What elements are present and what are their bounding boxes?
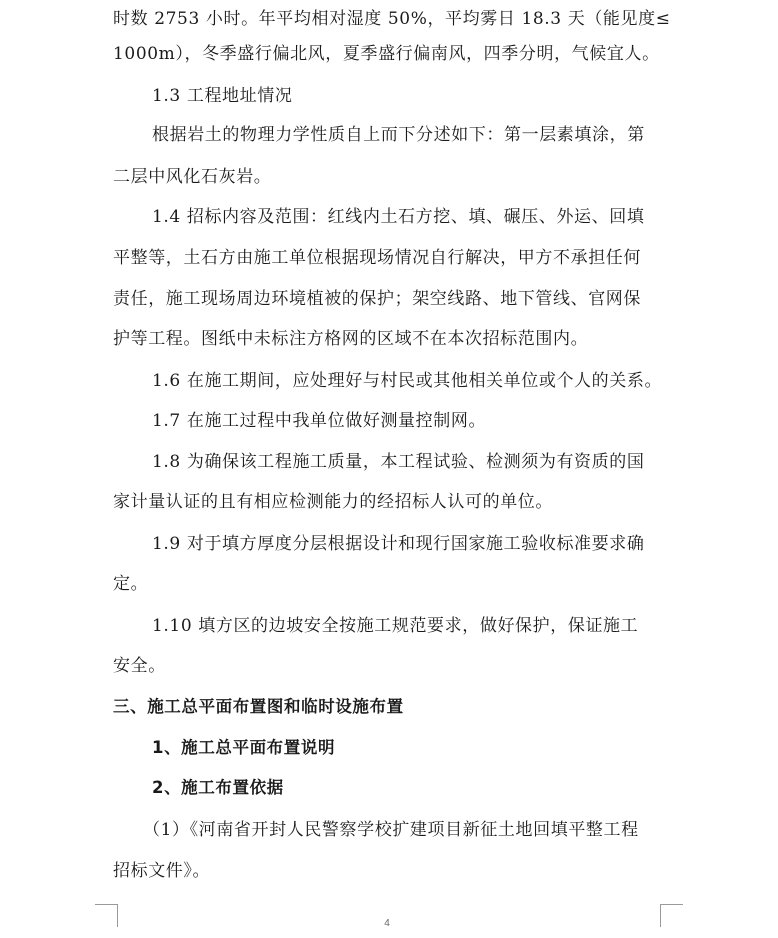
paragraph-climate-line-2: 1000m），冬季盛行偏北风，夏季盛行偏南风，四季分明，气候宜人。 (113, 44, 660, 64)
paragraph-1-8-line-1: 1.8 为确保该工程施工质量，本工程试验、检测须为有资质的国 (152, 452, 645, 472)
list-item-1-line-1: （1）《河南省开封人民警察学校扩建项目新征土地回填平整工程 (143, 820, 639, 840)
paragraph-geology-line-2: 二层中风化石灰岩。 (113, 167, 272, 187)
paragraph-scope-line-4: 护等工程。图纸中未标注方格网的区域不在本次招标范围内。 (113, 329, 589, 349)
paragraph-1-10-line-2: 安全。 (113, 656, 166, 676)
paragraph-1-9-line-2: 定。 (113, 574, 149, 594)
margin-corner-mark-right (660, 904, 683, 927)
paragraph-1-8-line-2: 家计量认证的且有相应检测能力的经招标人认可的单位。 (113, 492, 553, 512)
paragraph-geology-line-1: 根据岩土的物理力学性质自上而下分述如下：第一层素填涂，第 (152, 125, 645, 145)
page-number: 4 (384, 918, 390, 929)
subheading-1: 1、施工总平面布置说明 (152, 738, 336, 757)
paragraph-scope-line-3: 责任，施工现场周边环境植被的保护；架空线路、地下管线、官网保 (113, 289, 641, 309)
paragraph-scope-line-1: 1.4 招标内容及范围：红线内土石方挖、填、碾压、外运、回填 (152, 207, 645, 227)
paragraph-climate-line-1: 时数 2753 小时。年平均相对湿度 50%，平均雾日 18.3 天（能见度≤ (113, 9, 671, 29)
chapter-heading-3: 三、施工总平面布置图和临时设施布置 (113, 697, 404, 716)
paragraph-1-10-line-1: 1.10 填方区的边坡安全按施工规范要求，做好保护，保证施工 (152, 616, 639, 636)
section-heading-1-3: 1.3 工程地址情况 (152, 86, 293, 106)
subheading-2: 2、施工布置依据 (152, 778, 284, 797)
paragraph-1-9-line-1: 1.9 对于填方厚度分层根据设计和现行国家施工验收标准要求确 (152, 534, 645, 554)
paragraph-scope-line-2: 平整等，土石方由施工单位根据现场情况自行解决，甲方不承担任何 (113, 248, 641, 268)
margin-corner-mark-left (95, 904, 118, 927)
list-item-1-line-2: 招标文件》。 (113, 861, 211, 881)
paragraph-1-6: 1.6 在施工期间，应处理好与村民或其他相关单位或个人的关系。 (152, 371, 663, 391)
paragraph-1-7: 1.7 在施工过程中我单位做好测量控制网。 (152, 411, 487, 431)
